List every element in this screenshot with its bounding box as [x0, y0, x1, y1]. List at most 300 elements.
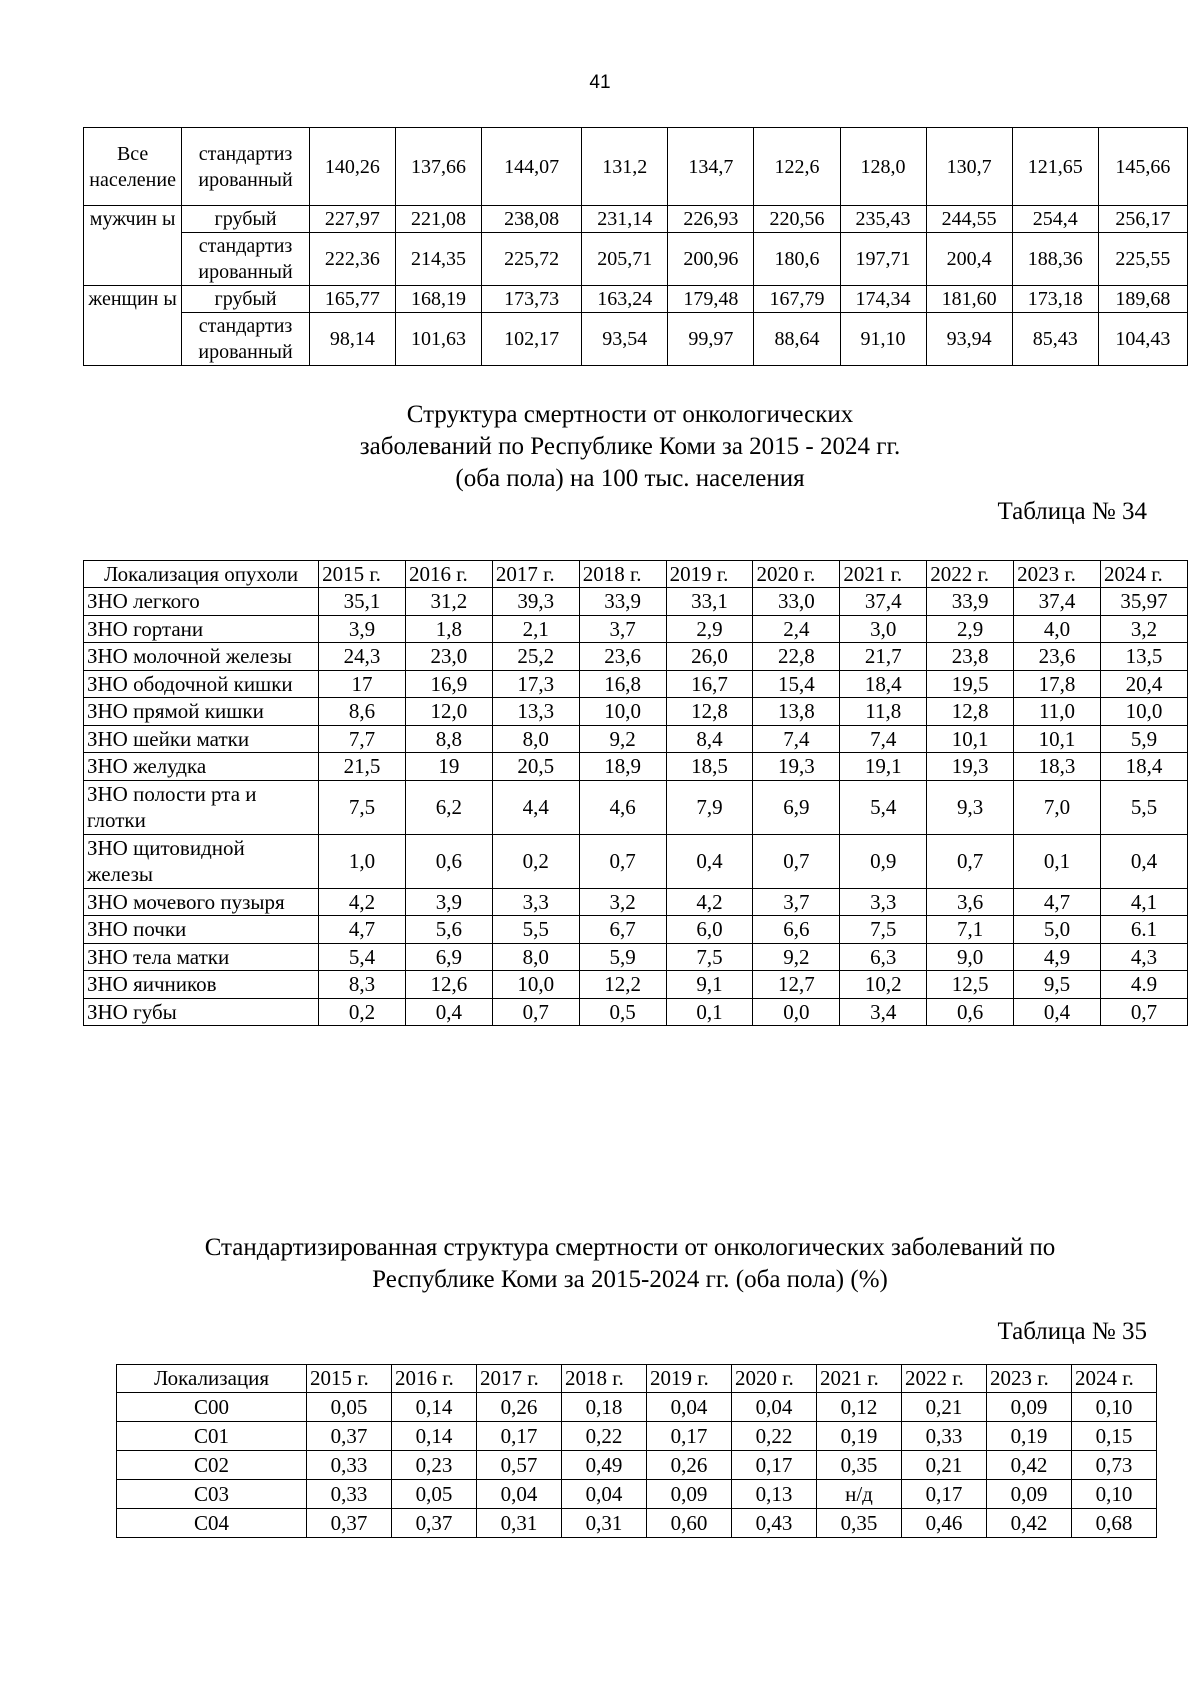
- table-cell: 0,33: [902, 1422, 987, 1451]
- table-cell: 5,4: [319, 943, 406, 971]
- table-cell: 140,26: [309, 128, 395, 206]
- table-cell: 31,2: [405, 588, 492, 616]
- column-header-year: 2018 г.: [562, 1365, 647, 1393]
- table-cell: 0,22: [732, 1422, 817, 1451]
- table-cell: 7,4: [753, 725, 840, 753]
- table-cell: 0,57: [477, 1451, 562, 1480]
- table-cell: 15,4: [753, 670, 840, 698]
- table-row: [84, 971, 1188, 999]
- table-row: [84, 313, 1188, 366]
- table-cell: 4,2: [666, 888, 753, 916]
- row-label: ЗНО желудка: [84, 753, 319, 781]
- table-cell: 0,37: [307, 1422, 392, 1451]
- table-cell: 8,3: [319, 971, 406, 999]
- table-row: [84, 588, 1188, 616]
- table-cell: 4,2: [319, 888, 406, 916]
- table-cell: 99,97: [668, 313, 754, 366]
- table-cell: 256,17: [1098, 206, 1187, 233]
- table-row: [84, 128, 1188, 206]
- table-cell: 5,9: [1100, 725, 1187, 753]
- table-cell: 0,31: [477, 1509, 562, 1538]
- table-cell: 13,8: [753, 698, 840, 726]
- table-cell: 12,8: [927, 698, 1014, 726]
- table-cell: 35,1: [319, 588, 406, 616]
- table-cell: 0,43: [732, 1509, 817, 1538]
- table-cell: 10,0: [579, 698, 666, 726]
- table-cell: 0,0: [753, 998, 840, 1026]
- table-cell: 0,31: [562, 1509, 647, 1538]
- table-cell: 3,7: [579, 615, 666, 643]
- table-cell: 12,5: [927, 971, 1014, 999]
- table-cell: 0,35: [817, 1509, 902, 1538]
- table-cell: 12,8: [666, 698, 753, 726]
- table34-heading-line1: Структура смертности от онкологических: [406, 401, 854, 428]
- row-label: C02: [117, 1451, 307, 1480]
- table-cell: 1,8: [405, 615, 492, 643]
- table-cell: 7,9: [666, 780, 753, 834]
- table-cell: 0,04: [647, 1393, 732, 1422]
- row-label: ЗНО яичников: [84, 971, 319, 999]
- table-cell: 0,05: [307, 1393, 392, 1422]
- table-cell: 226,93: [668, 206, 754, 233]
- table-cell: 0,7: [492, 998, 579, 1026]
- table-cell: 0,17: [647, 1422, 732, 1451]
- column-header-year: 2016 г.: [405, 561, 492, 588]
- table-cell: 6.1: [1100, 916, 1187, 944]
- table-cell: 93,94: [926, 313, 1012, 366]
- column-header-year: 2024 г.: [1072, 1365, 1157, 1393]
- table-row: [84, 834, 1188, 888]
- column-header-year: 2020 г.: [732, 1365, 817, 1393]
- table-cell: 7,5: [319, 780, 406, 834]
- column-header-year: 2017 г.: [477, 1365, 562, 1393]
- table35-heading-line2: Республике Коми за 2015-2024 гг. (оба пола) (%): [372, 1266, 888, 1293]
- column-header-year: 2019 г.: [666, 561, 753, 588]
- table-cell: 0,09: [647, 1480, 732, 1509]
- table-cell: 214,35: [395, 233, 481, 286]
- table-cell: 23,6: [579, 643, 666, 671]
- table-cell: 4,7: [1014, 888, 1101, 916]
- table-cell: 23,0: [405, 643, 492, 671]
- table35-number: Таблица № 35: [997, 1318, 1147, 1345]
- table-cell: 0,60: [647, 1509, 732, 1538]
- table-cell: 7,1: [927, 916, 1014, 944]
- column-header-year: 2016 г.: [392, 1365, 477, 1393]
- table-cell: 5,9: [579, 943, 666, 971]
- table-cell: 0,17: [732, 1451, 817, 1480]
- table-cell: 19,1: [840, 753, 927, 781]
- table-cell: 0,68: [1072, 1509, 1157, 1538]
- table-cell: 3,9: [405, 888, 492, 916]
- table-cell: 6,2: [405, 780, 492, 834]
- table-row: [84, 698, 1188, 726]
- table-cell: 19: [405, 753, 492, 781]
- column-header-year: 2022 г.: [902, 1365, 987, 1393]
- table-cell: 3,3: [492, 888, 579, 916]
- table-cell: 8,6: [319, 698, 406, 726]
- row-label: ЗНО гортани: [84, 615, 319, 643]
- table-cell: 17: [319, 670, 406, 698]
- table-cell: 3,6: [927, 888, 1014, 916]
- table-cell: 19,3: [753, 753, 840, 781]
- table-cell: 0,14: [392, 1393, 477, 1422]
- table-cell: 7,0: [1014, 780, 1101, 834]
- table-cell: 11,8: [840, 698, 927, 726]
- table-cell: 225,72: [482, 233, 582, 286]
- table-cell: 0,42: [987, 1509, 1072, 1538]
- table-cell: 144,07: [482, 128, 582, 206]
- table-cell: 93,54: [582, 313, 668, 366]
- row-label: ЗНО легкого: [84, 588, 319, 616]
- table-cell: 235,43: [840, 206, 926, 233]
- table-cell: 131,2: [582, 128, 668, 206]
- table-cell: 0,04: [477, 1480, 562, 1509]
- table-cell: 188,36: [1012, 233, 1098, 286]
- table-row: [84, 753, 1188, 781]
- table-cell: 0,46: [902, 1509, 987, 1538]
- table-cell: 0,7: [927, 834, 1014, 888]
- table-cell: 98,14: [309, 313, 395, 366]
- table-row: [84, 286, 1188, 313]
- table-cell: 0,4: [405, 998, 492, 1026]
- row-type-label: стандартиз ированный: [182, 233, 310, 286]
- table-cell: 173,73: [482, 286, 582, 313]
- table-cell: 33,1: [666, 588, 753, 616]
- table-cell: 8,0: [492, 943, 579, 971]
- table-cell: 227,97: [309, 206, 395, 233]
- table-cell: 37,4: [840, 588, 927, 616]
- table-cell: 189,68: [1098, 286, 1187, 313]
- table-cell: 9,2: [753, 943, 840, 971]
- table-cell: 10,1: [1014, 725, 1101, 753]
- table-cell: 91,10: [840, 313, 926, 366]
- table-cell: 0,37: [307, 1509, 392, 1538]
- table-cell: 0,10: [1072, 1393, 1157, 1422]
- table-cell: 2,9: [927, 615, 1014, 643]
- table-cell: 0,33: [307, 1451, 392, 1480]
- table-cell: 18,4: [840, 670, 927, 698]
- header-row: [84, 561, 1188, 588]
- table-cell: 4,9: [1014, 943, 1101, 971]
- column-header-year: 2023 г.: [987, 1365, 1072, 1393]
- table-cell: 0,7: [1100, 998, 1187, 1026]
- table-cell: 180,6: [754, 233, 840, 286]
- table-cell: 39,3: [492, 588, 579, 616]
- table-cell: 6,0: [666, 916, 753, 944]
- row-type-label: стандартиз ированный: [182, 313, 310, 366]
- table-cell: 23,8: [927, 643, 1014, 671]
- table-cell: 24,3: [319, 643, 406, 671]
- table-cell: 19,5: [927, 670, 1014, 698]
- table-cell: 205,71: [582, 233, 668, 286]
- table-cell: 221,08: [395, 206, 481, 233]
- table-cell: 37,4: [1014, 588, 1101, 616]
- table-cell: 21,7: [840, 643, 927, 671]
- table-cell: 17,3: [492, 670, 579, 698]
- column-header-location: Локализация: [117, 1365, 307, 1393]
- table-cell: 200,96: [668, 233, 754, 286]
- table-row: [84, 943, 1188, 971]
- row-label: ЗНО губы: [84, 998, 319, 1026]
- table-cell: 8,8: [405, 725, 492, 753]
- header-row: [117, 1365, 1157, 1393]
- table-cell: 0,18: [562, 1393, 647, 1422]
- table-cell: 2,4: [753, 615, 840, 643]
- table-cell: 0,19: [817, 1422, 902, 1451]
- table-cell: 128,0: [840, 128, 926, 206]
- table-cell: 6,9: [405, 943, 492, 971]
- table-cell: 13,5: [1100, 643, 1187, 671]
- table-cell: 19,3: [927, 753, 1014, 781]
- row-label: ЗНО ободочной кишки: [84, 670, 319, 698]
- table-cell: 0,42: [987, 1451, 1072, 1480]
- table-cell: 0,4: [1014, 998, 1101, 1026]
- row-label: ЗНО шейки матки: [84, 725, 319, 753]
- table-cell: 0,04: [732, 1393, 817, 1422]
- mortality-rates-table-continuation: [83, 127, 1188, 366]
- table-cell: 0,09: [987, 1480, 1072, 1509]
- table-cell: 0,2: [492, 834, 579, 888]
- table-cell: 3,4: [840, 998, 927, 1026]
- table-cell: 5,0: [1014, 916, 1101, 944]
- table-cell: 0,33: [307, 1480, 392, 1509]
- table-cell: 0,37: [392, 1509, 477, 1538]
- table-cell: 0,21: [902, 1393, 987, 1422]
- table-cell: 7,7: [319, 725, 406, 753]
- column-header-year: 2020 г.: [753, 561, 840, 588]
- table-cell: 9,2: [579, 725, 666, 753]
- column-header-year: 2019 г.: [647, 1365, 732, 1393]
- page-number: 41: [589, 72, 611, 93]
- table-cell: 102,17: [482, 313, 582, 366]
- table-cell: 145,66: [1098, 128, 1187, 206]
- table-row: [117, 1451, 1157, 1480]
- table-cell: 16,7: [666, 670, 753, 698]
- table-row: [84, 615, 1188, 643]
- table-cell: 5,6: [405, 916, 492, 944]
- table-row: [84, 670, 1188, 698]
- table-cell: 0,49: [562, 1451, 647, 1480]
- standardized-mortality-table: [116, 1364, 1157, 1538]
- table-cell: 244,55: [926, 206, 1012, 233]
- row-label: ЗНО полости рта и глотки: [84, 780, 319, 834]
- table-cell: 0,9: [840, 834, 927, 888]
- table34-heading-line3: (оба пола) на 100 тыс. населения: [455, 465, 805, 492]
- table-cell: 10,0: [492, 971, 579, 999]
- column-header-year: 2024 г.: [1100, 561, 1187, 588]
- table-cell: 12,2: [579, 971, 666, 999]
- table-cell: 197,71: [840, 233, 926, 286]
- column-header-year: 2021 г.: [840, 561, 927, 588]
- table-cell: 7,5: [666, 943, 753, 971]
- table-cell: 7,5: [840, 916, 927, 944]
- table-cell: 21,5: [319, 753, 406, 781]
- table-cell: 6,7: [579, 916, 666, 944]
- table-cell: 6,9: [753, 780, 840, 834]
- table-cell: 173,18: [1012, 286, 1098, 313]
- table-cell: 0,1: [666, 998, 753, 1026]
- table-cell: 200,4: [926, 233, 1012, 286]
- table-cell: 4,4: [492, 780, 579, 834]
- table-cell: 13,3: [492, 698, 579, 726]
- table-cell: 0,15: [1072, 1422, 1157, 1451]
- table-cell: 238,08: [482, 206, 582, 233]
- table-cell: 10,0: [1100, 698, 1187, 726]
- column-header-year: 2017 г.: [492, 561, 579, 588]
- table-cell: 137,66: [395, 128, 481, 206]
- table-cell: 2,9: [666, 615, 753, 643]
- table-cell: 0,14: [392, 1422, 477, 1451]
- table-cell: 16,8: [579, 670, 666, 698]
- table-cell: 5,4: [840, 780, 927, 834]
- column-header-year: 2015 г.: [307, 1365, 392, 1393]
- table34-heading-line2: заболеваний по Республике Коми за 2015 - 2024 гг.: [359, 433, 901, 460]
- table-cell: 0,7: [579, 834, 666, 888]
- table-cell: 0,7: [753, 834, 840, 888]
- table-cell: 231,14: [582, 206, 668, 233]
- table-cell: 18,9: [579, 753, 666, 781]
- row-group-label: мужчин ы: [84, 206, 182, 286]
- table-cell: 88,64: [754, 313, 840, 366]
- table-cell: 0,10: [1072, 1480, 1157, 1509]
- row-group-label: Все население: [84, 128, 182, 206]
- table-cell: 6,3: [840, 943, 927, 971]
- table-cell: 3,2: [579, 888, 666, 916]
- table-cell: 12,0: [405, 698, 492, 726]
- table-cell: 10,1: [927, 725, 1014, 753]
- table-cell: 17,8: [1014, 670, 1101, 698]
- table-cell: 0,6: [927, 998, 1014, 1026]
- table-cell: 167,79: [754, 286, 840, 313]
- table-cell: 20,5: [492, 753, 579, 781]
- table-cell: 121,65: [1012, 128, 1098, 206]
- table-row: [84, 780, 1188, 834]
- column-header-year: 2018 г.: [579, 561, 666, 588]
- row-group-label: женщин ы: [84, 286, 182, 366]
- row-label: ЗНО почки: [84, 916, 319, 944]
- table-cell: 5,5: [492, 916, 579, 944]
- row-label: C00: [117, 1393, 307, 1422]
- row-label: C04: [117, 1509, 307, 1538]
- table-cell: 23,6: [1014, 643, 1101, 671]
- table-cell: 0,6: [405, 834, 492, 888]
- table-cell: 0,26: [477, 1393, 562, 1422]
- table-cell: 9,1: [666, 971, 753, 999]
- table-cell: 0,26: [647, 1451, 732, 1480]
- table-cell: 33,0: [753, 588, 840, 616]
- table-row: [117, 1509, 1157, 1538]
- table-cell: 0,17: [902, 1480, 987, 1509]
- table-cell: 18,3: [1014, 753, 1101, 781]
- table-cell: 85,43: [1012, 313, 1098, 366]
- table-cell: 3,3: [840, 888, 927, 916]
- table-row: [117, 1480, 1157, 1509]
- table-cell: 22,8: [753, 643, 840, 671]
- column-header-location: Локализация опухоли: [84, 561, 319, 588]
- row-label: ЗНО молочной железы: [84, 643, 319, 671]
- table-cell: 9,0: [927, 943, 1014, 971]
- table-cell: 2,1: [492, 615, 579, 643]
- table-cell: 225,55: [1098, 233, 1187, 286]
- table-cell: 5,5: [1100, 780, 1187, 834]
- table-cell: 3,0: [840, 615, 927, 643]
- table-cell: 3,7: [753, 888, 840, 916]
- table-cell: 0,13: [732, 1480, 817, 1509]
- table-cell: 163,24: [582, 286, 668, 313]
- table-cell: 7,4: [840, 725, 927, 753]
- table-cell: 4,7: [319, 916, 406, 944]
- table-cell: 0,5: [579, 998, 666, 1026]
- table-cell: 0,73: [1072, 1451, 1157, 1480]
- table-cell: 0,21: [902, 1451, 987, 1480]
- table-cell: 179,48: [668, 286, 754, 313]
- row-label: ЗНО прямой кишки: [84, 698, 319, 726]
- table-cell: 0,23: [392, 1451, 477, 1480]
- table-cell: 26,0: [666, 643, 753, 671]
- table-cell: 222,36: [309, 233, 395, 286]
- table-cell: 4,3: [1100, 943, 1187, 971]
- row-label: C03: [117, 1480, 307, 1509]
- table-cell: 0,12: [817, 1393, 902, 1422]
- table-row: [84, 888, 1188, 916]
- table34-number: Таблица № 34: [997, 498, 1147, 525]
- table-cell: 4,6: [579, 780, 666, 834]
- table-cell: 130,7: [926, 128, 1012, 206]
- column-header-year: 2015 г.: [319, 561, 406, 588]
- table-cell: 11,0: [1014, 698, 1101, 726]
- table-cell: 0,4: [666, 834, 753, 888]
- table-cell: 165,77: [309, 286, 395, 313]
- table-cell: 4,1: [1100, 888, 1187, 916]
- table-cell: 16,9: [405, 670, 492, 698]
- table-cell: 254,4: [1012, 206, 1098, 233]
- table-cell: 3,2: [1100, 615, 1187, 643]
- table-cell: 33,9: [927, 588, 1014, 616]
- row-label: ЗНО мочевого пузыря: [84, 888, 319, 916]
- table-cell: 9,5: [1014, 971, 1101, 999]
- oncology-mortality-table: [83, 560, 1188, 1026]
- table-row: [84, 206, 1188, 233]
- table-cell: 104,43: [1098, 313, 1187, 366]
- table-cell: 33,9: [579, 588, 666, 616]
- table-cell: 0,22: [562, 1422, 647, 1451]
- table-row: [84, 998, 1188, 1026]
- table-cell: 0,19: [987, 1422, 1072, 1451]
- row-type-label: стандартиз ированный: [182, 128, 310, 206]
- table-cell: 6,6: [753, 916, 840, 944]
- table-cell: 18,5: [666, 753, 753, 781]
- table-cell: 174,34: [840, 286, 926, 313]
- table-cell: 0,35: [817, 1451, 902, 1480]
- table-cell: 0,2: [319, 998, 406, 1026]
- table-cell: н/д: [817, 1480, 902, 1509]
- table35-heading-line1: Стандартизированная структура смертности от онкологических заболеваний по: [204, 1234, 1056, 1261]
- table-cell: 8,0: [492, 725, 579, 753]
- table-cell: 0,4: [1100, 834, 1187, 888]
- table-cell: 1,0: [319, 834, 406, 888]
- table-row: [84, 233, 1188, 286]
- table-cell: 0,1: [1014, 834, 1101, 888]
- table-cell: 0,04: [562, 1480, 647, 1509]
- row-type-label: грубый: [182, 286, 310, 313]
- table-cell: 134,7: [668, 128, 754, 206]
- row-label: ЗНО тела матки: [84, 943, 319, 971]
- table-cell: 0,05: [392, 1480, 477, 1509]
- table-row: [117, 1393, 1157, 1422]
- table-row: [84, 725, 1188, 753]
- table-cell: 9,3: [927, 780, 1014, 834]
- table-cell: 18,4: [1100, 753, 1187, 781]
